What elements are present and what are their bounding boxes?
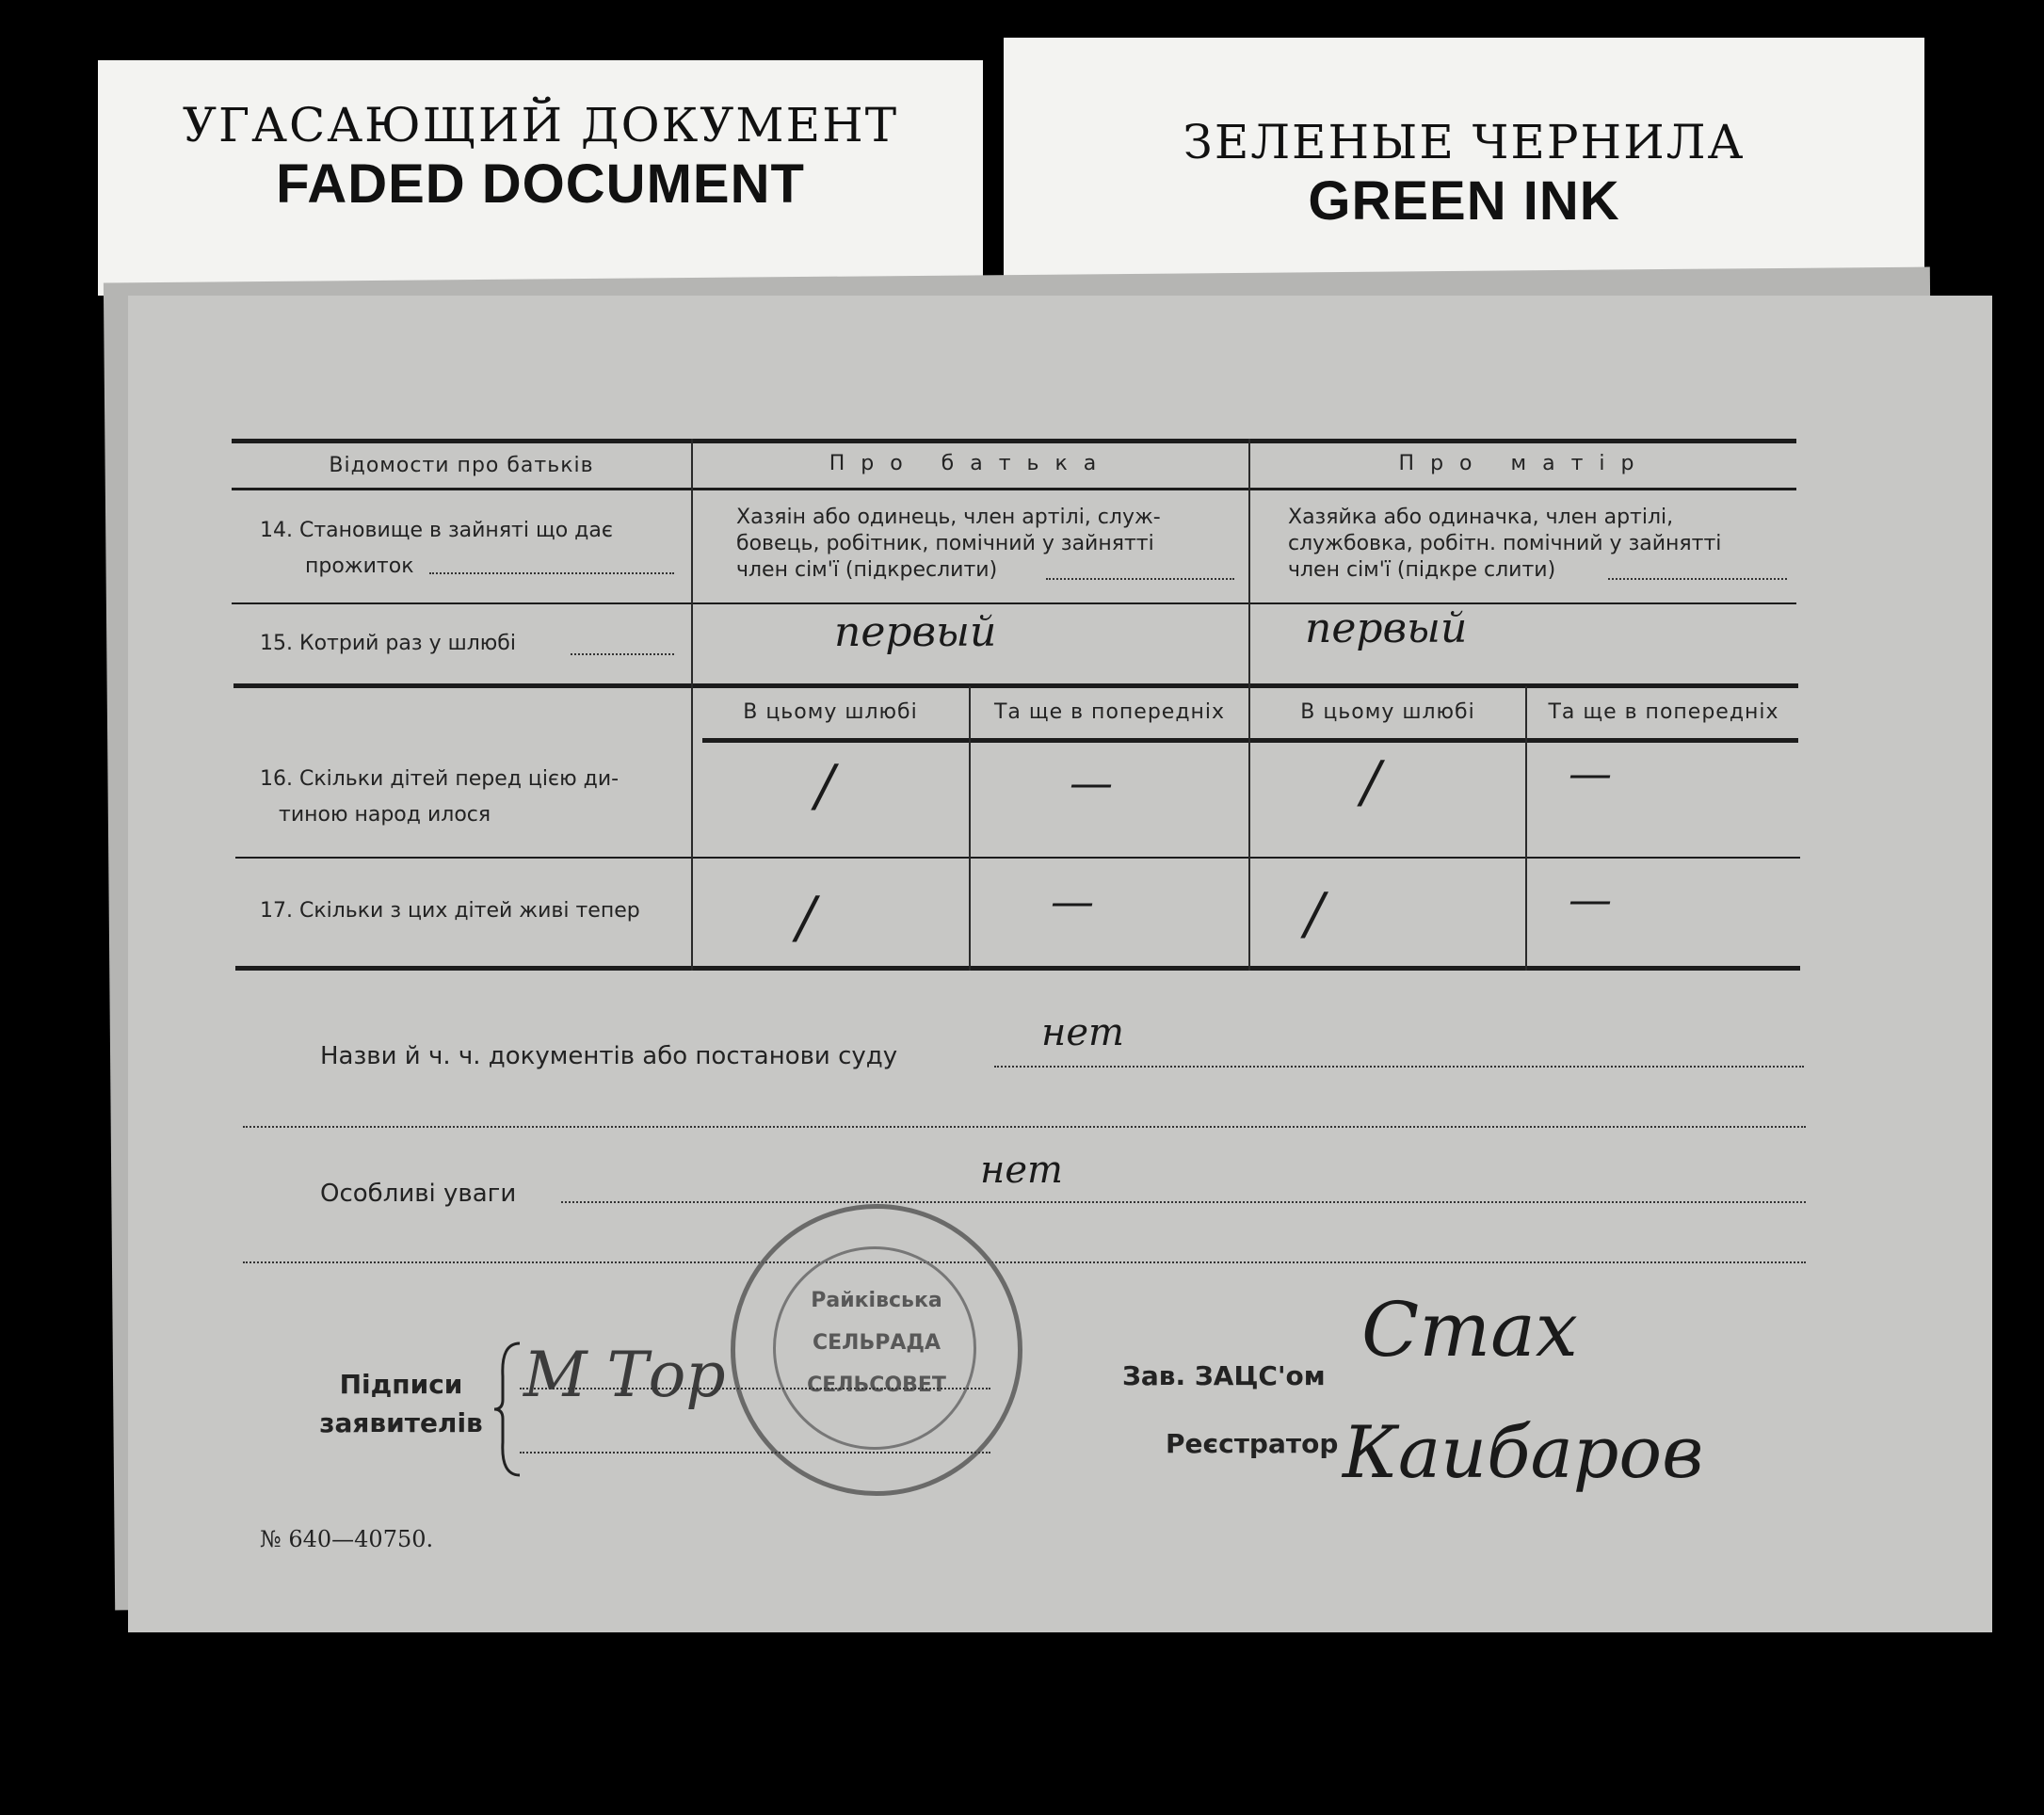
faded-label-russian: УГАСАЮЩИЙ ДОКУМЕНТ	[182, 98, 899, 153]
row14-bottom-rule	[232, 602, 1796, 604]
row16-bottom-rule	[235, 857, 1800, 859]
remarks-value: нет	[980, 1148, 1063, 1192]
faded-document-label	[98, 60, 983, 296]
row15-mother-value: первый	[1305, 604, 1468, 652]
header-mother: Про матір	[1398, 452, 1650, 475]
remarks-label: Особливі уваги	[320, 1180, 517, 1208]
head-signature: Стах	[1361, 1286, 1578, 1373]
row15-bottom-rule	[233, 683, 1798, 688]
registrar-label: Реєстратор	[1166, 1428, 1339, 1459]
subheader-mother-this-marriage: В цьому шлюбі	[1300, 700, 1475, 724]
row14-father-line2: бовець, робітник, помічний у зайнятті	[736, 532, 1154, 555]
row16-mother-this: /	[1361, 749, 1381, 815]
row14-father-line1: Хазяін або одинець, член артілі, служ-	[736, 506, 1161, 529]
stamp-text-line3: СЕЛЬСОВЕТ	[807, 1373, 946, 1397]
row16-father-this: /	[815, 753, 835, 819]
subheader-father-this-marriage: В цьому шлюбі	[743, 700, 918, 724]
applicants-signatures-label	[298, 1366, 505, 1442]
row15-label: 15. Котрий раз у шлюбі	[260, 632, 516, 655]
row17-label: 17. Скільки з цих дітей живі тепер	[260, 899, 640, 923]
documents-value: нет	[1041, 1011, 1124, 1054]
green-ink-label	[1004, 38, 1924, 296]
stamp-text-line1: Райківська	[811, 1289, 942, 1312]
registration-form-page	[128, 296, 1992, 1632]
row17-mother-previous: —	[1569, 874, 1612, 924]
row17-father-previous: —	[1051, 875, 1094, 926]
remarks-line-1	[561, 1201, 1806, 1203]
applicants-label-line1: Підписи	[339, 1369, 463, 1400]
row14-leader-dots	[429, 572, 674, 574]
documents-label: Назви й ч. ч. документів або постанови суду	[320, 1042, 898, 1070]
col-divider-mother-sub	[1525, 686, 1527, 971]
applicant-line-1	[520, 1388, 990, 1389]
row17-mother-this: /	[1305, 881, 1325, 947]
applicant-line-2	[520, 1452, 990, 1454]
subheader-bottom-rule	[702, 738, 1798, 743]
header-bottom-rule	[232, 488, 1796, 490]
row14-label-line2: прожиток	[305, 554, 414, 578]
row15-leader-dots	[571, 653, 674, 655]
row16-label-line1: 16. Скільки дітей перед цією ди-	[260, 767, 620, 791]
head-label: Зав. ЗАЦС'ом	[1122, 1360, 1326, 1391]
row14-mother-line2: службовка, робітн. помічний у зайнятті	[1288, 532, 1722, 555]
row14-mother-line3: член сім'ї (підкре слити)	[1288, 558, 1556, 582]
row16-father-previous: —	[1070, 757, 1113, 808]
table-top-rule	[232, 439, 1796, 443]
row14-label-line1: 14. Становище в зайняті що дає	[260, 519, 613, 542]
documents-line-2	[243, 1126, 1806, 1128]
row14-father-line3: член сім'ї (підкреслити)	[736, 558, 998, 582]
col-divider-father-sub	[969, 686, 971, 971]
stamp-text-line2: СЕЛЬРАДА	[813, 1331, 941, 1355]
applicants-label-line2: заявителів	[319, 1406, 483, 1438]
registrar-signature: Каибаров	[1343, 1410, 1704, 1494]
row14-mother-line1: Хазяйка або одиначка, член артілі,	[1288, 506, 1674, 529]
applicant-signature: М Тор	[523, 1339, 726, 1411]
form-number: № 640—40750.	[260, 1526, 434, 1552]
table-bottom-rule	[235, 966, 1800, 971]
remarks-line-2	[243, 1261, 1806, 1263]
row14-mother-dots	[1608, 578, 1787, 580]
ink-label-russian: ЗЕЛЕНЫЕ ЧЕРНИЛА	[1183, 115, 1746, 169]
row17-father-this: /	[797, 885, 816, 951]
row16-label-line2: тиною народ илося	[279, 803, 491, 827]
faded-label-english: FADED DOCUMENT	[276, 153, 805, 215]
row15-father-value: первый	[834, 608, 997, 656]
documents-line-1	[994, 1066, 1804, 1068]
ink-label-english: GREEN INK	[1308, 170, 1620, 232]
header-parents-info: Відомости про батьків	[329, 454, 594, 477]
header-father: Про батька	[829, 452, 1113, 475]
subheader-mother-previous: Та ще в попередніх	[1548, 700, 1779, 724]
row14-father-dots	[1046, 578, 1234, 580]
row16-mother-previous: —	[1569, 747, 1612, 798]
subheader-father-previous: Та ще в попередніх	[993, 700, 1226, 724]
